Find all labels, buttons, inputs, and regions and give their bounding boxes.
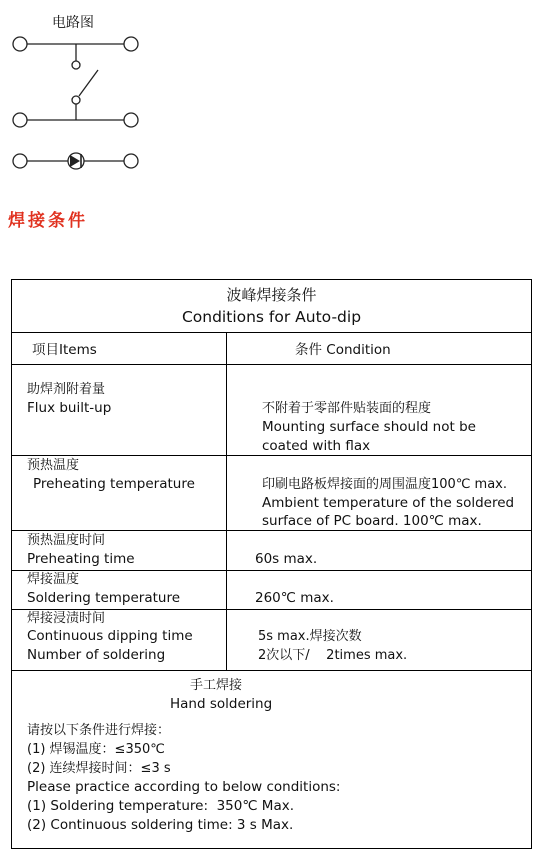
switch-blade xyxy=(79,70,98,96)
table-rule xyxy=(12,332,531,333)
hand-line: Please practice according to below conditions: xyxy=(27,779,341,795)
hand-title-cn: 手工焊接 xyxy=(190,678,243,693)
switch-contact-lower xyxy=(72,96,80,104)
circuit-diagram-title: 电路图 xyxy=(52,15,94,31)
hand-line: (1) 焊锡温度：≤350℃ xyxy=(27,742,165,757)
circuit-diagram xyxy=(0,0,160,180)
row-item-en: Continuous dipping time xyxy=(27,628,193,644)
row-item-en: Preheating time xyxy=(27,551,135,567)
hand-title-en: Hand soldering xyxy=(170,696,273,712)
terminal-middle-left xyxy=(13,113,27,127)
switch-contact-upper xyxy=(72,61,80,69)
header-condition: 条件 Condition xyxy=(295,342,391,358)
row-item-cn: 焊接浸渍时间 xyxy=(27,611,106,626)
row-condition-line: 260℃ max. xyxy=(255,590,334,606)
row-condition-line: 印刷电路板焊接面的周围温度100℃ max. xyxy=(262,477,508,492)
row-item-en: Soldering temperature xyxy=(27,590,181,606)
row-condition-line: 2次以下/ 2times max. xyxy=(258,648,408,663)
table-column-divider xyxy=(226,332,227,670)
hand-line: (2) Continuous soldering time: 3 s Max. xyxy=(27,817,294,833)
hand-line: (2) 连续焊接时间：≤3 s xyxy=(27,761,171,776)
terminal-bottom-left xyxy=(13,154,27,168)
row-condition-line: 60s max. xyxy=(255,551,318,567)
row-item-cn: 助焊剂附着量 xyxy=(27,382,106,397)
table-rule xyxy=(12,364,531,365)
row-condition-line: 不附着于零部件贴装面的程度 xyxy=(262,401,432,416)
row-item-en: Preheating temperature xyxy=(33,476,195,492)
terminal-top-right xyxy=(124,37,138,51)
row-condition-line: surface of PC board. 100℃ max. xyxy=(262,513,482,529)
table-rule xyxy=(12,570,531,571)
terminal-top-left xyxy=(13,37,27,51)
soldering-conditions-table xyxy=(11,279,532,849)
row-item-cn: 预热温度时间 xyxy=(27,533,106,548)
header-items: 项目Items xyxy=(32,342,97,358)
table-title-cn: 波峰焊接条件 xyxy=(226,286,317,304)
terminal-middle-right xyxy=(124,113,138,127)
row-item-en: Flux built-up xyxy=(27,400,112,416)
row-item-cn: 焊接温度 xyxy=(27,572,80,587)
row-condition-line: Mounting surface should not be xyxy=(262,419,476,435)
row-condition-line: coated with flax xyxy=(262,438,371,454)
row-condition-line: Ambient temperature of the soldered xyxy=(262,495,515,511)
hand-line: 请按以下条件进行焊接： xyxy=(27,723,171,738)
hand-line: (1) Soldering temperature: 350℃ Max. xyxy=(27,798,294,814)
row-item-en: Number of soldering xyxy=(27,647,166,663)
row-condition-line: 5s max.焊接次数 xyxy=(258,629,362,644)
section-heading: 焊接条件 xyxy=(8,211,88,231)
table-rule xyxy=(12,670,531,671)
table-title-en: Conditions for Auto-dip xyxy=(181,308,362,326)
terminal-bottom-right xyxy=(124,154,138,168)
row-item-cn: 预热温度 xyxy=(27,458,80,473)
